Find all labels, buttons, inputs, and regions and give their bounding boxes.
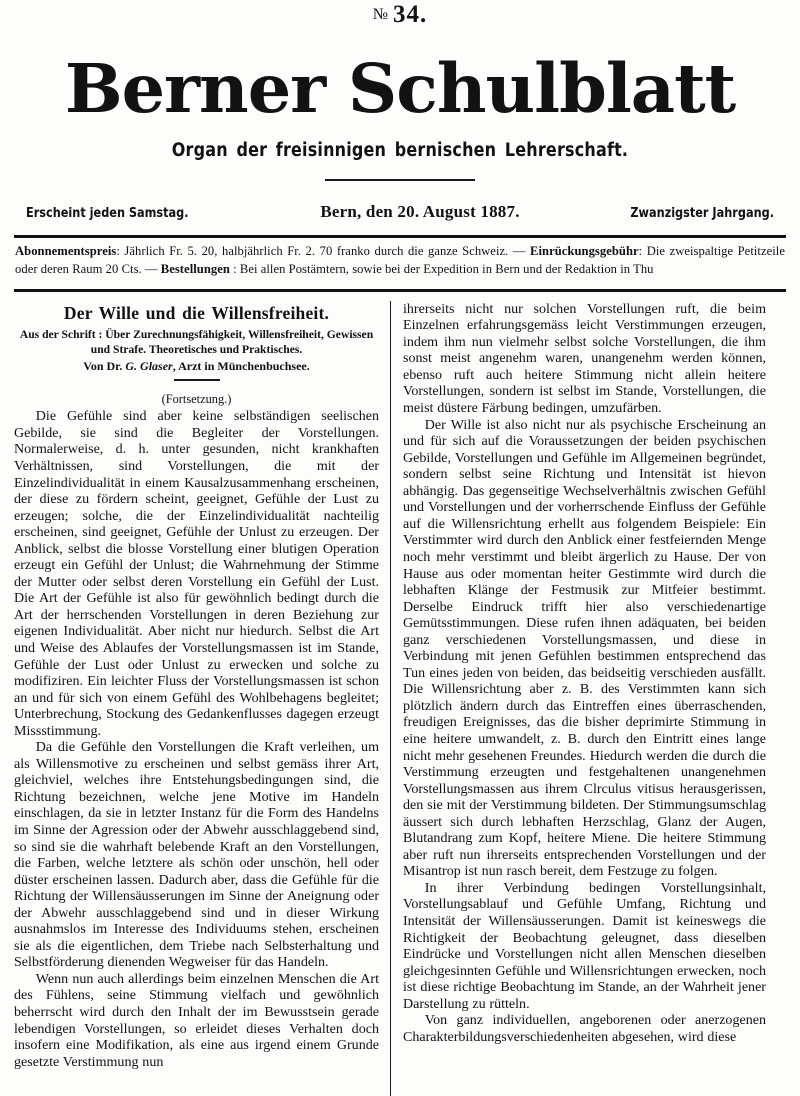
continuation-note: (Fortsetzung.) xyxy=(161,392,232,407)
byline-suffix: , Arzt in Münchenbuchsee. xyxy=(172,359,310,374)
subscription-fee-text: : Die zweispaltige Petitzeile oder deren Raum 20 Cts. — xyxy=(15,244,785,276)
subscription-price-text: : Jährlich Fr. 5. 20, halbjährlich Fr. 2. 70 franko durch die ganze Schweiz. — xyxy=(116,244,531,258)
paragraph: Von ganz individuellen, angeborenen oder anerzogenen Charakterbildungsverschiedenheiten abgesehen, wird diese xyxy=(403,1012,766,1045)
paragraph: In ihrer Verbindung bedingen Vorstellungsinhalt, Vorstellungsablauf und Gefühle Umfang, Richtung und Intensität der Willensäusserungen. Damit ist keineswegs die Richtigkeit der Beobachtung geleugnet, dass dieselben Eindrücke und Vorstellungen nicht allen Menschen dieselben gleichgesinnten Gefühle und Willensrichtungen erwecken, noch ist diese richtige Beobachtung im Stande, an der Wahrheit jener Darstellung zu rütteln. xyxy=(403,879,766,1012)
article-source xyxy=(14,327,379,358)
paragraph: ihrerseits nicht nur solchen Vorstellungen ruft, die beim Einzelnen erfahrungsgemäss leicht Verstimmungen erzeugen, indem ihm nun vielmehr selbst solche Vorstellungen, die ihm sonst meist angenehm waren, unangenehm werden können, ebenso ruft auch heitere Stimmung nicht allein heitere Vorstellungen, sondern ist selbst im Stande, Vorstellungen, die meist düstere Färbung bedingen, umzufärben. xyxy=(403,300,766,417)
article-byline xyxy=(14,359,379,374)
byline-rule xyxy=(174,379,220,381)
subscription-orders-text: : Bei allen Postämtern, sowie bei der Expedition in Bern und der Redaktion in Thu xyxy=(229,261,654,276)
publication-frequency: Erscheint jeden Samstag. xyxy=(26,205,189,221)
subscription-orders-label: Bestellungen xyxy=(160,261,230,276)
issue-number-value: 34. xyxy=(393,1,428,28)
article-body-left xyxy=(14,408,379,1070)
paragraph: Da die Gefühle den Vorstellungen die Kraft verleihen, um als Willensmotive zu erscheinen und selbst gemäss ihrer Art, gleichviel, welches ihre Entstehungsbedingungen sind, die Richtung bezeichnen, welche jene Motive im Handeln einschlagen, da sie in letzter Instanz für die Form des Handelns im Sinne der Agression oder der Abwehr ausschlaggebend sind, so sind sie die wahrhaft belebende Kraft an den Vorstellungen, die Farben, welche letztere als schön oder unschön, hell oder düster erscheinen lassen. Dadurch aber, dass die Gefühle für die Richtung der Willensäusserungen im Sinne der Aneignung oder der Abwehr ausschlaggebend sind und in dieser Wirkung ausnahmslos im Interesse des Individuums stehen, erscheinen sie als die eigentlichen, dem Triebe nach Selbsterhaltung und Selbstförderung dienenden Wegweiser für das Handeln. xyxy=(14,739,379,971)
publication-volume: Zwanzigster Jahrgang. xyxy=(630,205,774,221)
paragraph: Wenn nun auch allerdings beim einzelnen Menschen die Art des Fühlens, seine Stimmung vielfach und gewöhnlich beherrscht wird durch den Inhalt der im Bewusstsein gerade lebendigen Vorstellungen, so erleidet dieses Verhalten doch insofern eine Modifikation, als eine aus irgend einem Grunde gesetzte Verstimmung nun xyxy=(14,970,379,1070)
numero-symbol: № xyxy=(372,6,389,23)
article-title: Der Wille und die Willensfreiheit. xyxy=(63,302,330,323)
article-body-right xyxy=(403,301,766,1046)
publication-place-date: Bern, den 20. August 1887. xyxy=(320,202,520,221)
masthead-divider-rule xyxy=(325,179,475,181)
masthead-subtitle: Organ der freisinnigen bernischen Lehrerschaft. xyxy=(171,140,629,161)
paragraph: Der Wille ist also nicht nur als psychische Erscheinung an und für sich auf die Voraussetzungen der beiden psychischen Gebilde, Vorstellungen und Gefühle im Allgemeinen begründet, sondern selbst seine Richtung und Intensität ist hievon abhängig. Das gegenseitige Wechselverhältnis zwischen Gefühl und Vorstellungen und der vorherrschende Einfluss der Gefühle auf die Willensrichtung erhellt aus folgendem Beispiele: Ein Verstimmter wird durch den Anblick einer festfeiernden Menge noch mehr verstimmt und bleibt ärgerlich zu Hause. Der von Hause aus oder momentan heiter Gestimmte wird durch die lebhaften Klänge der Festmusik zur Mitfeier bestimmt. Derselbe Eindruck trifft hier also verschiedenartige Gemütsstimmungen. Diese rufen ihnen adäquaten, bei beiden ganz verschiedenen Vorstellungsmassen, und diese in Verbindung mit jenen Gefühlen bestimmen entsprechend das Tun eines jeden von beiden, das beidseitig verschieden ausfällt. Die Willensrichtung aber z. B. des Verstimmten kann sich plötzlich ändern durch das Eintreffen eines überraschenden, freudigen Ereignisses, das die bisher deprimirte Stimmung in eine heitere umwandelt, z. B. durch den Eintritt eines lange nicht mehr gesehenen Freundes. Hiedurch werden die durch die Verstimmung erzeugten und festgehaltenen unangenehmen Vorstellungsmassen aus ihrem Clrculus vitisus herausgerissen, den sie mit der Verstimmung bildeten. Der Stimmungsumschlag äussert sich durch lebhaften Herzschlag, Glanz der Augen, Blutandrang zum Kopf, heitere Miene. Die heitere Stimmung aber ruft nun ihrerseits entsprechenden Vorstellungen und der Misantrop ist nun rasch bereit, dem Festzuge zu folgen. xyxy=(403,416,766,880)
issue-number xyxy=(14,0,786,27)
subscription-price-label: Abonnementspreis xyxy=(15,244,117,258)
column-right xyxy=(390,301,766,1096)
subscription-bottom-rule xyxy=(14,289,786,292)
article-source-line-1: Aus der Schrift : Über Zurechnungsfähigkeit, Willensfreiheit, Gewissen xyxy=(19,327,374,341)
column-left xyxy=(14,301,390,1096)
article-columns xyxy=(14,301,786,1096)
byline-author: G. Glaser xyxy=(125,359,173,374)
article-source-line-2: und Strafe. Theoretisches und Praktisches. xyxy=(90,343,303,357)
masthead-title: Berner Schulblatt xyxy=(64,49,736,128)
subscription-notice xyxy=(14,238,786,282)
dateline-row xyxy=(14,202,786,222)
paragraph: Die Gefühle sind aber keine selbständigen seelischen Gebilde, sie sind die Begleiter der Vorstellungen. Normalerweise, d. h. unter gesunden, nicht krankhaften Verhältnissen, sind Vorstellungen, die mit der Einzelindividualität in einem Kausalzusammenhang erscheinen, der diese zu fördern scheint, geeignet, Gefühle der Lust zu erzeugen; solche, die der Einzelindividualität nachteilig erscheinen, sind geeignet, Gefühle der Unlust zu erzeugen. Der Anblick, selbst die blosse Vorstellung einer blutigen Operation erzeugt ein Gefühl der Unlust; die Wahrnehmung der Stimme der Mutter oder selbst deren Vorstellung ein Gefühl der Lust. Die Art der Gefühle ist also für gewöhnlich bedingt durch die Art der herrschenden Vorstellungen in deren Beziehung zur eigenen Individualität. Aber nicht nur hiedurch. Selbst die Art und Weise des Ablaufes der Vorstellungsmassen ist im Stande, Gefühle der Lust oder Unlust zu erwecken und solche zu modifiziren. Ein leichter Fluss der Vorstellungsmassen ist schon an und für sich von einem Gefühl des Wohlbehagens begleitet; Unterbrechung, Stockung des Gedankenflusses dagegen erzeugt Missstimmung. xyxy=(14,408,379,739)
subscription-fee-label: Einrückungsgebühr xyxy=(530,244,639,258)
byline-prefix: Von Dr. xyxy=(83,359,126,374)
